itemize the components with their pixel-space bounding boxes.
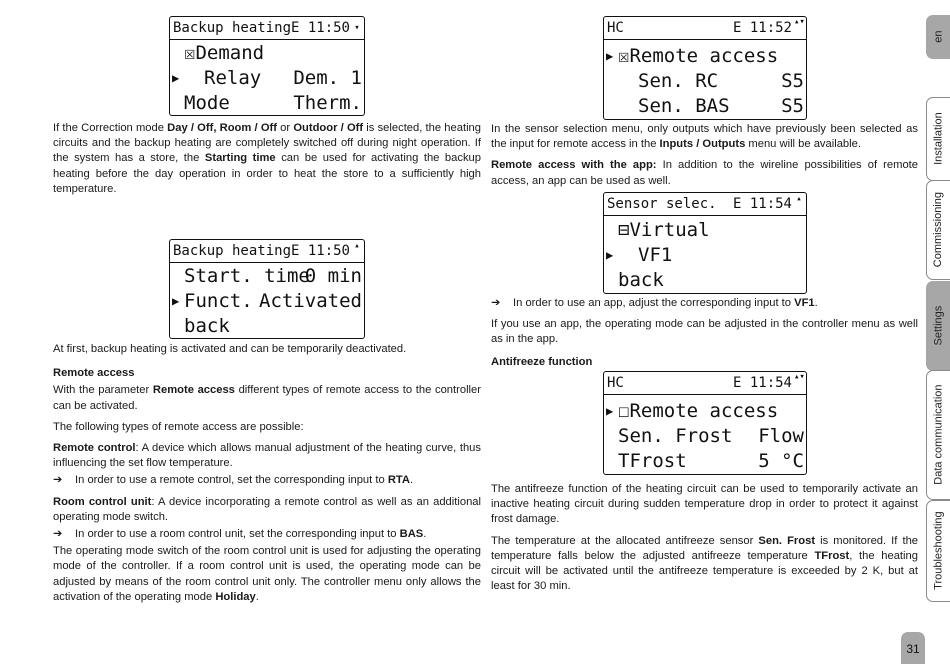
display-hc-remote-access — [603, 16, 807, 120]
right-column-middle — [491, 296, 918, 372]
menu-item-back: back — [618, 269, 664, 291]
scroll-arrow-icon: ▴ — [796, 194, 802, 204]
paragraph-backup-activated: At first, backup heating is activated and can be temporarily deactivated. — [53, 343, 407, 355]
display-backup-heating-2 — [169, 239, 365, 339]
scroll-arrow-icon: ▴ — [354, 241, 360, 251]
display-header — [170, 17, 364, 40]
page-number: 31 — [901, 632, 925, 664]
paragraph-app-mode: If you use an app, the operating mode can be adjusted in the controller menu as well as in the app. — [491, 318, 918, 346]
right-column-top — [491, 122, 918, 195]
display-header — [604, 193, 806, 216]
left-column-bottom — [53, 342, 481, 611]
display-sensor-selection — [603, 192, 807, 294]
display-time: E 11:52 — [732, 20, 792, 36]
menu-value-start-time: 0 min — [304, 265, 362, 287]
pointer-icon: ▶ — [606, 49, 614, 63]
paragraph-operating-mode: The operating mode switch of the room control unit is used for adjusting the operating mode of the controller. If a room control unit is used, the operating mode can be adjusted by means of the room control unit only. The controller menu only allows the activation of the operating mode Holiday. — [53, 545, 481, 603]
paragraph-antifreeze: The antifreeze function of the heating circuit can be used to temporarily activate an inactive heating circuit during sudden temperature drop in order to protect it against frost damage. — [491, 483, 918, 526]
display-title: HC — [607, 375, 624, 391]
menu-item-remote-access: ☐Remote access — [618, 400, 779, 422]
menu-item-sen-rc: Sen. RC — [638, 70, 719, 92]
instruction-bas: ➔ In order to use a room control unit, set the corresponding input to BAS. — [53, 527, 481, 542]
menu-value-sen-rc: S5 — [781, 70, 804, 92]
display-title: Backup heating — [173, 20, 292, 36]
menu-value-funct: Activated — [259, 290, 362, 312]
heading-antifreeze: Antifreeze function — [491, 355, 593, 368]
scroll-arrows-icon: ▴▾ — [794, 17, 805, 27]
menu-item-mode: Mode — [184, 92, 230, 114]
display-header — [604, 372, 806, 395]
display-time: E 11:54 — [732, 375, 792, 391]
paragraph-remote-app: Remote access with the app: In addition to the wireline possibilities of remote access, an app can be used as well. — [491, 159, 918, 187]
paragraph-remote-access: With the parameter Remote access different types of remote access to the controller can be activated. — [53, 384, 481, 412]
instruction-vf1: ➔ In order to use an app, adjust the corresponding input to VF1. — [491, 296, 918, 311]
pointer-icon: ▶ — [606, 248, 614, 262]
arrow-right-icon: ➔ — [53, 528, 63, 541]
menu-value-sen-bas: S5 — [781, 95, 804, 117]
menu-item-back: back — [184, 315, 230, 337]
menu-item-remote-access: ☒Remote access — [618, 45, 779, 67]
paragraph-types: The following types of remote access are possible: — [53, 420, 304, 433]
left-column-top — [53, 121, 481, 203]
scroll-arrows-icon: ▴▾ — [794, 372, 805, 382]
scroll-arrow-icon: ▾ — [354, 23, 360, 33]
pointer-icon: ▶ — [172, 294, 180, 308]
display-time: E 11:54 — [732, 196, 792, 212]
display-title: Backup heating — [173, 243, 292, 259]
menu-item-start-time: Start. time — [184, 265, 310, 287]
tab-settings[interactable]: Settings — [926, 281, 950, 371]
menu-item-sen-bas: Sen. BAS — [638, 95, 730, 117]
instruction-rta: ➔ In order to use a remote control, set the corresponding input to RTA. — [53, 473, 481, 488]
menu-item-tfrost: TFrost — [618, 450, 687, 472]
paragraph-room-control-unit: Room control unit: A device incorporating a remote control as well as an additional operating mode switch. — [53, 495, 482, 523]
menu-value-relay: Dem. 1 — [293, 67, 362, 89]
menu-item-demand: ☒Demand — [184, 42, 265, 64]
tab-data-communication[interactable]: Data communication — [926, 370, 950, 500]
tab-commissioning[interactable]: Commissioning — [926, 180, 950, 280]
menu-value-mode: Therm. — [293, 92, 362, 114]
menu-item-sen-frost: Sen. Frost — [618, 425, 733, 447]
display-header — [604, 17, 806, 40]
tab-installation[interactable]: Installation — [926, 97, 950, 181]
menu-value-sen-frost: Flow — [758, 425, 804, 447]
paragraph-sensor-selection: In the sensor selection menu, only outputs which have previously been selected as the input for remote access in the Inputs / Outputs menu will be available. — [491, 123, 918, 151]
paragraph-antifreeze-sensor: The temperature at the allocated antifreeze sensor Sen. Frost is monitored. If the temperature falls below the adjusted antifreeze temperature TFrost, the heating circuit will be activated until the antifreeze temperature is exceeded by 2 K, but at least for 30 min. — [491, 534, 919, 593]
tab-language-en[interactable]: en — [926, 15, 950, 59]
arrow-right-icon: ➔ — [491, 297, 501, 309]
display-time: E 11:50 — [290, 20, 350, 36]
menu-item-vf1: VF1 — [638, 244, 673, 266]
display-time: E 11:50 — [290, 243, 350, 259]
display-hc-antifreeze — [603, 371, 807, 475]
arrow-right-icon: ➔ — [53, 474, 63, 487]
pointer-icon: ▶ — [606, 404, 614, 418]
display-title: Sensor selec. — [607, 196, 717, 212]
right-column-bottom — [491, 482, 918, 600]
menu-item-virtual: ⊟Virtual — [618, 219, 710, 241]
display-backup-heating-1 — [169, 16, 365, 116]
pointer-icon: ▶ — [172, 71, 180, 85]
menu-item-relay: Relay — [204, 67, 262, 89]
paragraph-remote-control: Remote control: A device which allows manual adjustment of the heating curve, thus influencing the set flow temperature. — [53, 442, 481, 470]
menu-item-funct: Funct. — [184, 290, 253, 312]
heading-remote-access: Remote access — [53, 367, 135, 380]
display-header — [170, 240, 364, 263]
paragraph-correction-mode: If the Correction mode Day / Off, Room / Off or Outdoor / Off is selected, the heating circuits and the backup heating are completely switched off during night operation. If the system has a store, the Starting time can be used for activating the backup heating before the day operation in order to heat the store to a sufficiently high temperature. — [53, 122, 482, 195]
menu-value-tfrost: 5 °C — [758, 450, 804, 472]
tab-troubleshooting[interactable]: Troubleshooting — [926, 500, 950, 602]
display-title: HC — [607, 20, 624, 36]
